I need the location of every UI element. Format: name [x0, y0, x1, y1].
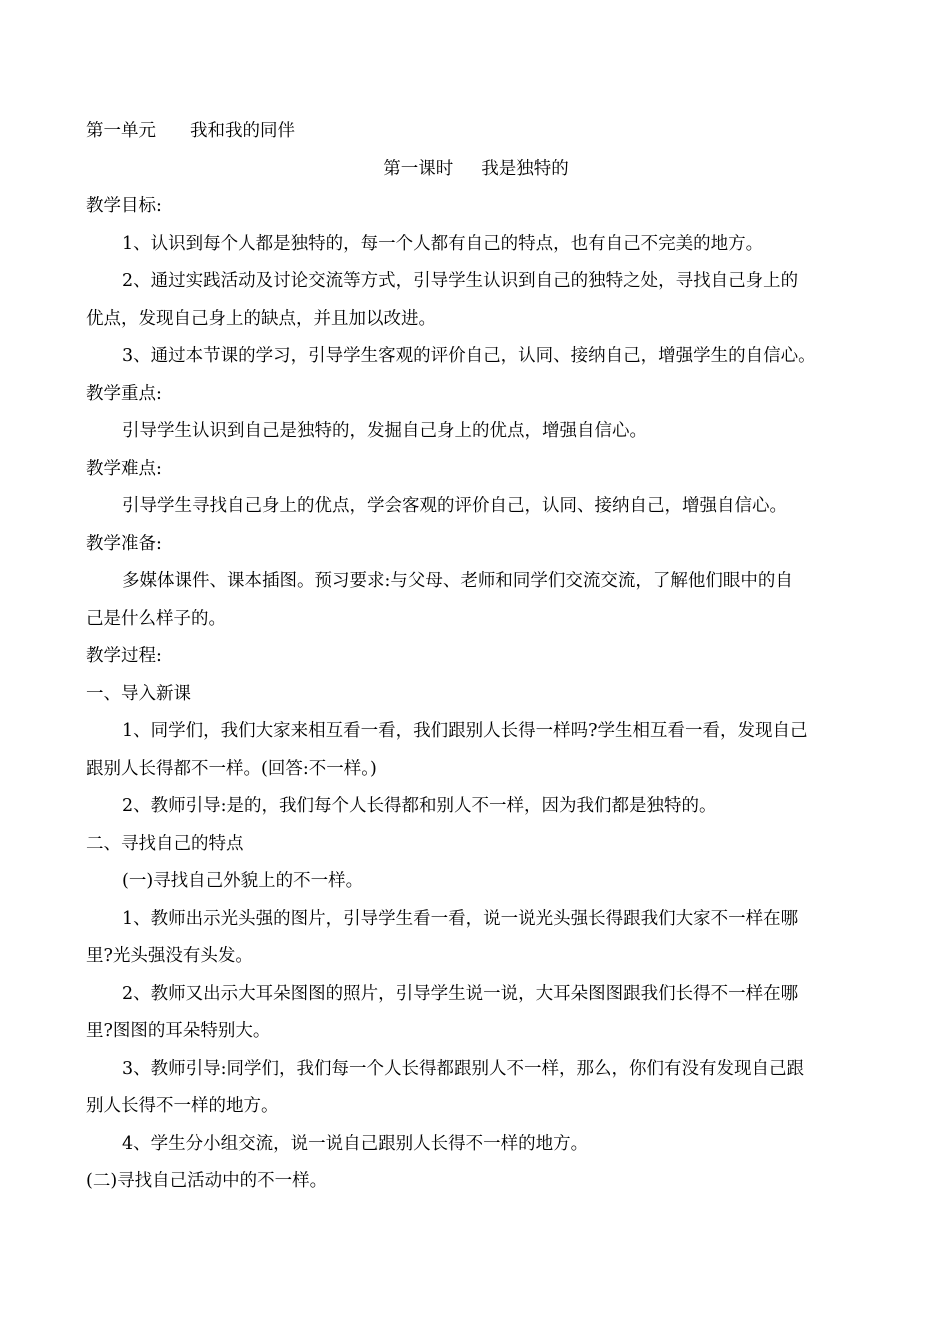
section-1-heading: 一、导入新课	[86, 683, 191, 704]
section-1-item-1-line-1: 1、同学们，我们大家来相互看一看，我们跟别人长得一样吗?学生相互看一看，发现自己	[122, 721, 808, 741]
lesson-label: 第一课时	[383, 158, 454, 179]
subsection-1-item-1-line-1: 1、教师出示光头强的图片，引导学生看一看，说一说光头强长得跟我们大家不一样在哪	[122, 908, 799, 929]
subsection-1-item-3-line-1: 3、教师引导:同学们，我们每一个人长得都跟别人不一样，那么，你们有没有发现自己跟	[122, 1058, 805, 1079]
difficulty-heading: 教学难点:	[86, 458, 162, 479]
subsection-2-heading: (二)寻找自己活动中的不一样。	[86, 1171, 328, 1191]
objectives-heading: 教学目标:	[86, 196, 162, 216]
process-heading: 教学过程:	[86, 646, 162, 666]
objective-2-line-2: 优点，发现自己身上的缺点，并且加以改进。	[86, 308, 436, 329]
focus-text: 引导学生认识到自己是独特的，发掘自己身上的优点，增强自信心。	[122, 421, 647, 441]
objective-3: 3、通过本节课的学习，引导学生客观的评价自己，认同、接纳自己，增强学生的自信心。	[122, 346, 816, 366]
unit-label: 第一单元	[86, 121, 156, 141]
unit-title: 我和我的同伴	[190, 121, 295, 141]
lesson-title: 我是独特的	[481, 158, 569, 179]
subsection-1-item-2-line-2: 里?图图的耳朵特别大。	[86, 1021, 271, 1041]
subsection-1-heading: (一)寻找自己外貌上的不一样。	[122, 871, 364, 891]
section-1-item-2: 2、教师引导:是的，我们每个人长得都和别人不一样，因为我们都是独特的。	[122, 796, 717, 816]
difficulty-text: 引导学生寻找自己身上的优点，学会客观的评价自己，认同、接纳自己，增强自信心。	[122, 496, 787, 516]
subsection-1-item-1-line-2: 里?光头强没有头发。	[86, 946, 253, 966]
objective-2-line-1: 2、通过实践活动及讨论交流等方式，引导学生认识到自己的独特之处，寻找自己身上的	[122, 271, 799, 291]
lesson-heading	[86, 151, 866, 189]
section-2-heading: 二、寻找自己的特点	[86, 833, 244, 854]
focus-heading: 教学重点:	[86, 383, 162, 404]
prep-text-line-1: 多媒体课件、课本插图。预习要求:与父母、老师和同学们交流交流，了解他们眼中的自	[122, 571, 793, 591]
prep-heading: 教学准备:	[86, 533, 162, 554]
section-1-item-1-line-2: 跟别人长得都不一样。(回答:不一样。)	[86, 758, 377, 779]
subsection-1-item-4: 4、学生分小组交流，说一说自己跟别人长得不一样的地方。	[122, 1133, 589, 1154]
document-body	[86, 113, 866, 1201]
unit-heading	[86, 113, 866, 151]
objective-1: 1、认识到每个人都是独特的，每一个人都有自己的特点，也有自己不完美的地方。	[122, 233, 764, 254]
prep-text-line-2: 己是什么样子的。	[86, 608, 226, 629]
subsection-1-item-3-line-2: 别人长得不一样的地方。	[86, 1096, 279, 1116]
subsection-1-item-2-line-1: 2、教师又出示大耳朵图图的照片，引导学生说一说，大耳朵图图跟我们长得不一样在哪	[122, 983, 799, 1004]
